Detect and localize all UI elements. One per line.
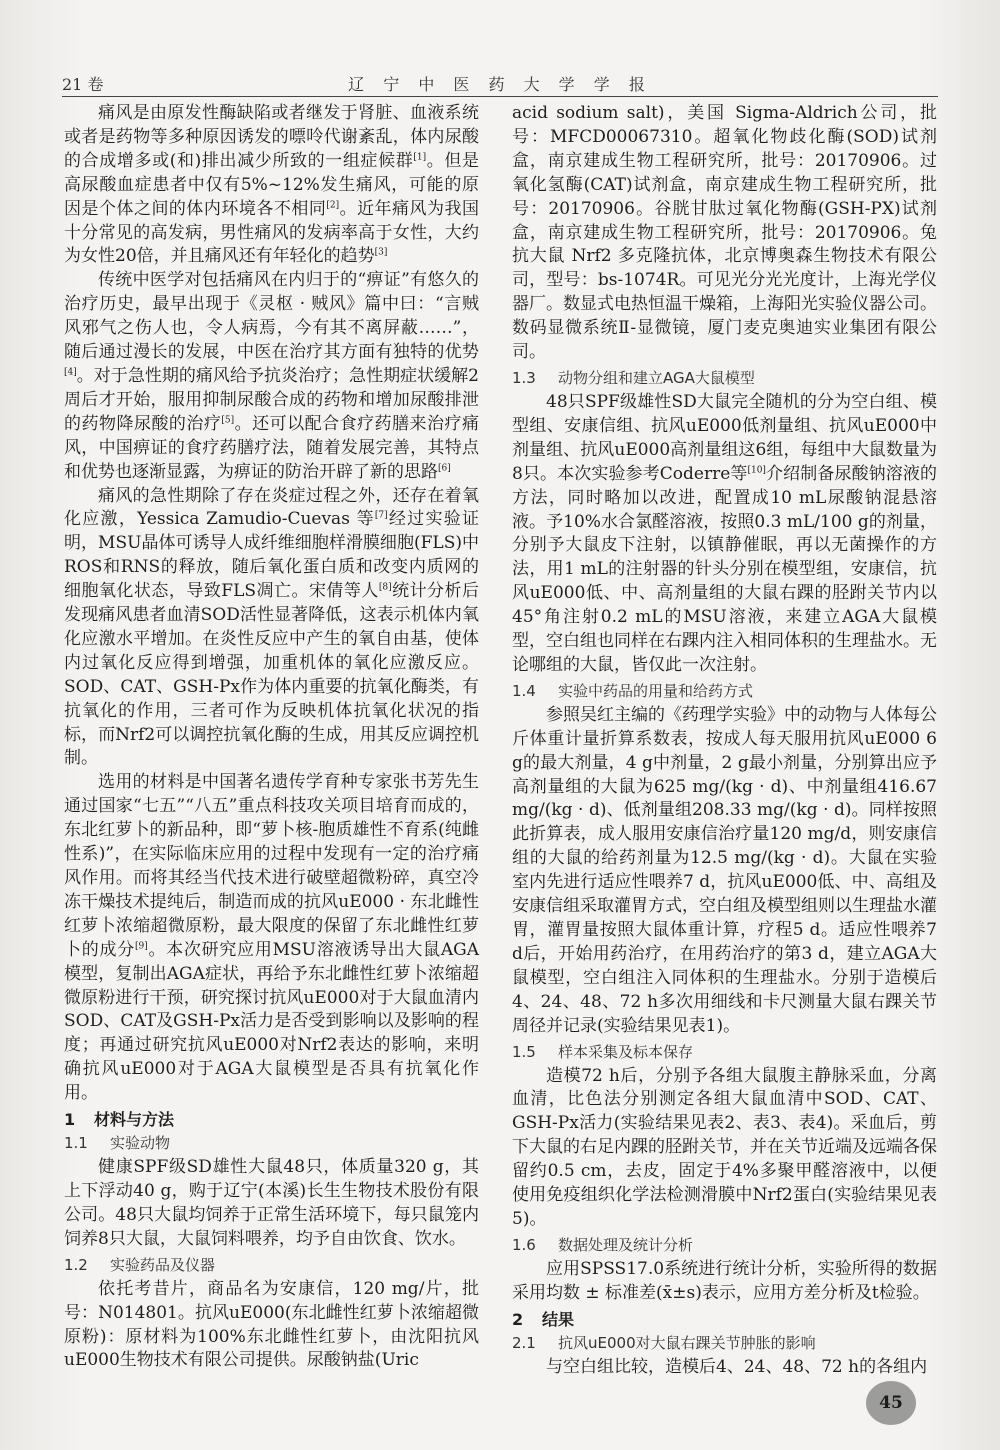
section-title: 材料与方法 xyxy=(94,1110,175,1130)
section-number: 2 xyxy=(512,1309,524,1329)
text-run: 。还可以配合食疗药膳来治疗痛风，中国痹证的食疗药膳疗法，随着发展完善，其特点和优势也逐渐显露，为痹证的防治开辟了新的思路 xyxy=(64,413,480,482)
page-number-badge: 45 xyxy=(866,1381,916,1425)
citation-ref: [9] xyxy=(134,941,148,952)
text-run: 48只SPF级雄性SD大鼠完全随机的分为空白组、模型组、安康信组、抗风uE000低剂量组、抗风uE000中剂量组、抗风uE000高剂量组这6组，每组中大鼠数量为8只。本次实验参考Coderre等 xyxy=(512,391,937,484)
subsection-heading-1-3 xyxy=(512,368,937,389)
section-number: 1.3 xyxy=(512,368,536,387)
section-heading-2 xyxy=(512,1309,937,1330)
paragraph-oxidative-stress xyxy=(64,485,479,772)
paragraph-reagents-continued: acid sodium salt)，美国 Sigma-Aldrich公司，批号：MFCD00067310。超氧化物歧化酶(SOD)试剂盒，南京建成生物工程研究所，批号：20170906。过氧化氢酶(CAT)试剂盒，南京建成生物工程研究所，批号：20170906。谷胱甘肽过氧化物酶(GSH-PX)试剂盒，南京建成生物工程研究所，批号：20170906。兔抗大鼠 Nrf2 多克隆抗体，北京博奥森生物技术有限公司，型号：bs-1074R。可见光分光光度计，上海光学仪器厂。数显式电热恒温干燥箱，上海阳光实验仪器公司。数码显微系统Ⅱ-显微镜，厦门麦克奥迪实业集团有限公司。 xyxy=(512,103,937,363)
citation-ref: [5] xyxy=(221,415,235,426)
section-number: 2.1 xyxy=(512,1333,536,1352)
section-number: 1 xyxy=(64,1110,76,1130)
section-title: 抗风uE000对大鼠右踝关节肿胀的影响 xyxy=(558,1333,816,1352)
citation-ref: [1] xyxy=(413,152,427,163)
subsection-heading-1-2 xyxy=(64,1255,479,1276)
text-run: 统计分析后发现痛风患者血清SOD活性显著降低，这表示机体内氧化应激水平增加。在炎性反应中产生的氧自由基，使体内过氧化反应得到增强，加重机体的氧化应激反应。SOD、CAT、GSH-Px作为体内重要的抗氧化酶类，有抗氧化的作用，三者可作为反映机体抗氧化状况的指标，而Nrf2可以调控抗氧化酶的生成，用其反应调控机制。 xyxy=(64,581,479,769)
section-title: 实验药品及仪器 xyxy=(110,1255,216,1274)
paragraph-intro-gout xyxy=(64,102,479,269)
section-title: 结果 xyxy=(542,1309,575,1329)
subsection-heading-1-5 xyxy=(512,1042,937,1063)
section-title: 样本采集及标本保存 xyxy=(558,1042,694,1061)
paragraph-animals: 健康SPF级SD雄性大鼠48只，体质量320 g，其上下浮动40 g，购于辽宁(本溪)长生生物技术股份有限公司。48只大鼠均饲养于正常生活环境下，每只鼠笼内饲养8只大鼠，大鼠饲料喂养，均予自由饮食、饮水。 xyxy=(64,1157,479,1249)
paragraph-dosage: 参照吴红主编的《药理学实验》中的动物与人体每公斤体重计量折算系数表，按成人每天服用抗风uE000 6 g的最大剂量，4 g中剂量，2 g最小剂量，分别算出应予高剂量组的大鼠为625 mg/(kg · d)、中剂量组416.67 mg/(kg · d)、低剂量组208.33 mg/(kg · d)。同样按照此折算表，成人服用安康信治疗量120 mg/d，则安康信组的大鼠的给药剂量为12.5 mg/(kg · d)。大鼠在实验室内先进行适应性喂养7 d，抗风uE000低、中、高组及安康信组采取灌胃方式，空白组及模型组则以生理盐水灌胃，灌胃量按照大鼠体重计算，疗程5 d。适应性喂养7 d后，开始用药治疗，在用药治疗的第3 d，建立AGA大鼠模型，空白组注入同体积的生理盐水。分别于造模后4、24、48、72 h多次用细线和卡尺测量大鼠右踝关节周径并记录(实验结果见表1)。 xyxy=(512,704,937,1036)
header-rule xyxy=(62,96,938,97)
subsection-heading-1-4 xyxy=(512,681,937,702)
subsection-heading-1-6 xyxy=(512,1235,937,1256)
text-run: 。对于急性期的痛风给予抗炎治疗；急性期症状缓解2周后才开始，服用抑制尿酸合成的药物和增加尿酸排泄的药物降尿酸的治疗 xyxy=(64,365,479,434)
paragraph-material-selection xyxy=(64,771,479,1106)
section-number: 1.2 xyxy=(64,1255,88,1274)
paragraph-sampling: 造模72 h后，分别予各组大鼠腹主静脉采血，分离血清，比色法分别测定各组大鼠血清中SOD、CAT、GSH-Px活力(实验结果见表2、表3、表4)。采血后，剪下大鼠的右足内踝的胫跗关节，并在关节近端及远端各保留约0.5 cm，去皮，固定于4%多聚甲醛溶液中，以便使用免疫组织化学法检测滑膜中Nrf2蛋白(实验结果见表5)。 xyxy=(512,1065,937,1229)
text-run: 经过实验证明，MSU晶体可诱导人成纤维细胞样滑膜细胞(FLS)中ROS和RNS的释放，随后氧化蛋白质和改变内质网的细胞氧化状态，导致FLS凋亡。宋倩等人 xyxy=(64,509,479,602)
text-run: 痛风的急性期除了存在炎症过程之外，还存在着氧化应激，Yessica Zamudio-Cuevas 等 xyxy=(64,485,479,530)
text-run: 。近年痛风为我国十分常见的高发病，男性痛风的发病率高于女性，大约为女性20倍，并且痛风还有年轻化的趋势 xyxy=(64,198,480,267)
citation-ref: [2] xyxy=(326,199,340,210)
section-number: 1.6 xyxy=(512,1235,536,1254)
citation-ref: [10] xyxy=(747,465,766,476)
section-title: 动物分组和建立AGA大鼠模型 xyxy=(558,368,755,387)
journal-title: 辽 宁 中 医 药 大 学 学 报 xyxy=(348,75,652,94)
section-number: 1.1 xyxy=(64,1134,88,1153)
text-run: 介绍制备尿酸钠溶液的方法，同时略加以改进，配置成10 mL尿酸钠混悬溶液。予10%水合氯醛溶液，按照0.3 mL/100 g的剂量，分别予大鼠皮下注射，以镇静催眠，再以无菌操作的方法，用1 mL的注射器的针头分别在模型组，安康信，抗风uE000低、中、高剂量组的大鼠右踝的胫跗关节内以45°角注射0.2 mL的MSU溶液，来建立AGA大鼠模型，空白组也同样在右踝内注入相同体积的生理盐水。无论哪组的大鼠，皆仅此一次注射。 xyxy=(512,463,937,675)
left-column xyxy=(64,102,479,1373)
subsection-heading-1-1 xyxy=(64,1133,479,1154)
text-run: 。本次研究应用MSU溶液诱导出大鼠AGA模型，复制出AGA症状，再给予东北雌性红萝卜浓缩超微原粉进行干预，研究探讨抗风uE000对于大鼠血清内SOD、CAT及GSH-Px活力是否受到影响以及影响的程度；再通过研究抗风uE000对Nrf2表达的影响，来明确抗风uE000对于AGA大鼠模型是否具有抗氧化作用。 xyxy=(64,939,480,1104)
volume-label: 21 卷 xyxy=(62,75,104,94)
citation-ref: [7] xyxy=(374,510,388,521)
citation-ref: [6] xyxy=(438,462,451,473)
paragraph-results: 与空白组比较，造模后4、24、48、72 h的各组内 xyxy=(546,1356,928,1377)
running-header xyxy=(62,72,938,98)
text-run: 。但是高尿酸血症患者中仅有5%~12%发生痛风，可能的原因是个体之间的体内环境各不相同 xyxy=(64,150,479,219)
paragraph-grouping xyxy=(512,391,937,678)
text-run: 选用的材料是中国著名遗传学育种专家张书芳先生通过国家“七五”“八五”重点科技攻关项目培育而成的，东北红萝卜的新品种，即“萝卜核-胞质雄性不育系(纯雌性系)”，在实际临床应用的过程中发现有一定的治疗痛风作用。而将其经当代技术进行破壁超微粉碎，真空冷冻干燥技术提纯后，制造而成的抗风uE000 · 东北雌性红萝卜浓缩超微原粉，最大限度的保留了东北雌性红萝卜的成分 xyxy=(64,772,479,960)
paragraph-tcm-history xyxy=(64,269,479,484)
section-title: 实验中药品的用量和给药方式 xyxy=(558,681,754,700)
paragraph-drugs: 依托考昔片，商品名为安康信，120 mg/片，批号：N014801。抗风uE000(东北雌性红萝卜浓缩超微原粉)：原材料为100%东北雌性红萝卜，由沈阳抗风uE000生物技术有限公司提供。尿酸钠盐(Uric xyxy=(64,1278,479,1371)
subsection-heading-2-1 xyxy=(512,1333,937,1354)
section-title: 实验动物 xyxy=(110,1134,171,1153)
text-run: 传统中医学对包括痛风在内归于的“痹证”有悠久的治疗历史，最早出现于《灵枢 · 贼风》篇中曰：“言贼风邪气之伤人也，令人病焉，今有其不离屏蔽……”，随后通过漫长的发展，中医在治疗其方面有独特的优势 xyxy=(64,270,479,363)
right-column xyxy=(512,102,937,1380)
section-number: 1.4 xyxy=(512,681,536,700)
citation-ref: [4] xyxy=(64,367,77,378)
section-heading-1 xyxy=(64,1109,479,1130)
citation-ref: [3] xyxy=(374,247,388,258)
paragraph-statistics: 应用SPSS17.0系统进行统计分析，实验所得的数据采用均数 ± 标准差(x̄±s)表示，应用方差分析及t检验。 xyxy=(512,1258,937,1303)
citation-ref: [8] xyxy=(378,582,392,593)
text-run: 痛风是由原发性酶缺陷或者继发于肾脏、血液系统或者是药物等多种原因诱发的嘌呤代谢紊乱，体内尿酸的合成增多或(和)排出减少所致的一组症候群 xyxy=(64,103,479,171)
section-title: 数据处理及统计分析 xyxy=(558,1235,694,1254)
section-number: 1.5 xyxy=(512,1042,536,1061)
